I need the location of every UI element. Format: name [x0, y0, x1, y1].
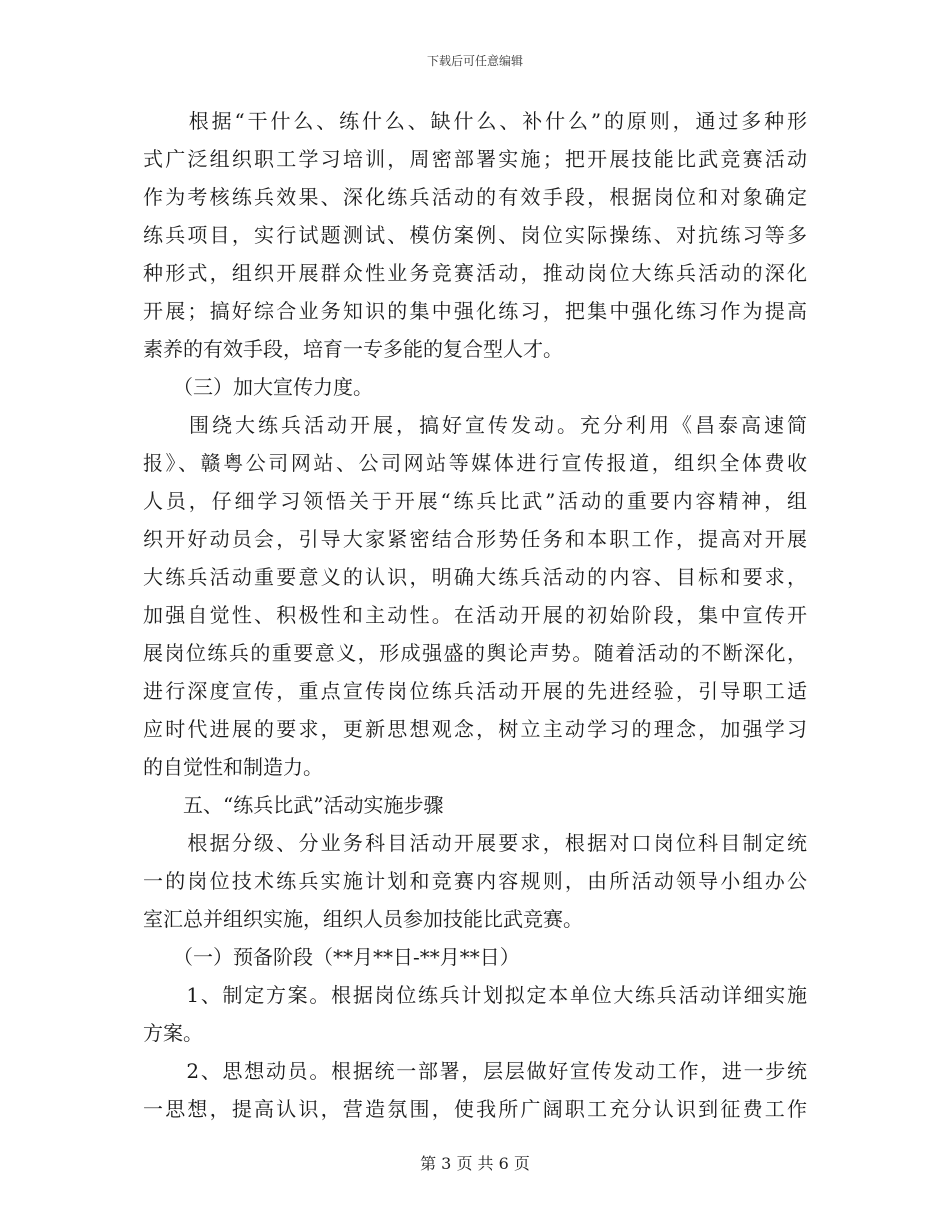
text-line: 一思想，提高认识，营造氛围，使我所广阔职工充分认识到征费工作: [143, 1097, 807, 1121]
text-line: 开展；搞好综合业务知识的集中强化练习，把集中强化练习作为提高: [143, 299, 807, 323]
text-line: 方案。: [143, 1021, 203, 1045]
text-line: 一的岗位技术练兵实施计划和竞赛内容规则，由所活动领导小组办公: [143, 869, 807, 893]
text-line: 作为考核练兵效果、深化练兵活动的有效手段，根据岗位和对象确定: [143, 185, 807, 209]
text-line: 式广泛组织职工学习培训，周密部署实施；把开展技能比武竞赛活动: [143, 147, 807, 171]
text-line: 种形式，组织开展群众性业务竞赛活动，推动岗位大练兵活动的深化: [143, 261, 807, 285]
text-line: 围绕大练兵活动开展，搞好宣传发动。充分利用《昌泰高速简: [143, 413, 807, 437]
text-line: 展岗位练兵的重要意义，形成强盛的舆论声势。随着活动的不断深化，: [143, 641, 807, 665]
text-line: 根据“干什么、练什么、缺什么、补什么”的原则，通过多种形: [143, 109, 807, 133]
text-line: 室汇总并组织实施，组织人员参加技能比武竞赛。: [143, 907, 583, 931]
text-line: 1、制定方案。根据岗位练兵计划拟定本单位大练兵活动详细实施: [143, 983, 807, 1007]
page-header: 下载后可任意编辑: [426, 54, 523, 68]
text-line: 2、思想动员。根据统一部署，层层做好宣传发动工作，进一步统: [143, 1059, 807, 1083]
text-line: 素养的有效手段，培育一专多能的复合型人才。: [143, 337, 563, 361]
text-line: 加强自觉性、积极性和主动性。在活动开展的初始阶段，集中宣传开: [143, 603, 807, 627]
section-heading: （一）预备阶段（**月**日-**月**日）: [143, 945, 520, 969]
text-line: 应时代进展的要求，更新思想观念，树立主动学习的理念，加强学习: [143, 717, 807, 741]
text-line: 织开好动员会，引导大家紧密结合形势任务和本职工作，提高对开展: [143, 527, 807, 551]
text-line: 大练兵活动重要意义的认识，明确大练兵活动的内容、目标和要求，: [143, 565, 807, 589]
document-body: [143, 102, 807, 1128]
text-line: 人员，仔细学习领悟关于开展“练兵比武”活动的重要内容精神，组: [143, 489, 807, 513]
text-line: 报》、赣粤公司网站、公司网站等媒体进行宣传报道，组织全体费收: [143, 451, 807, 475]
text-line: 进行深度宣传，重点宣传岗位练兵活动开展的先进经验，引导职工适: [143, 679, 807, 703]
text-line: 的自觉性和制造力。: [143, 755, 323, 779]
text-line: 练兵项目，实行试题测试、模仿案例、岗位实际操练、对抗练习等多: [143, 223, 807, 247]
section-heading: 五、“练兵比武”活动实施步骤: [143, 793, 444, 817]
section-heading: （三）加大宣传力度。: [143, 375, 373, 399]
page-footer: 第 3 页 共 6 页: [420, 1154, 530, 1173]
text-line: 根据分级、分业务科目活动开展要求，根据对口岗位科目制定统: [143, 831, 807, 855]
